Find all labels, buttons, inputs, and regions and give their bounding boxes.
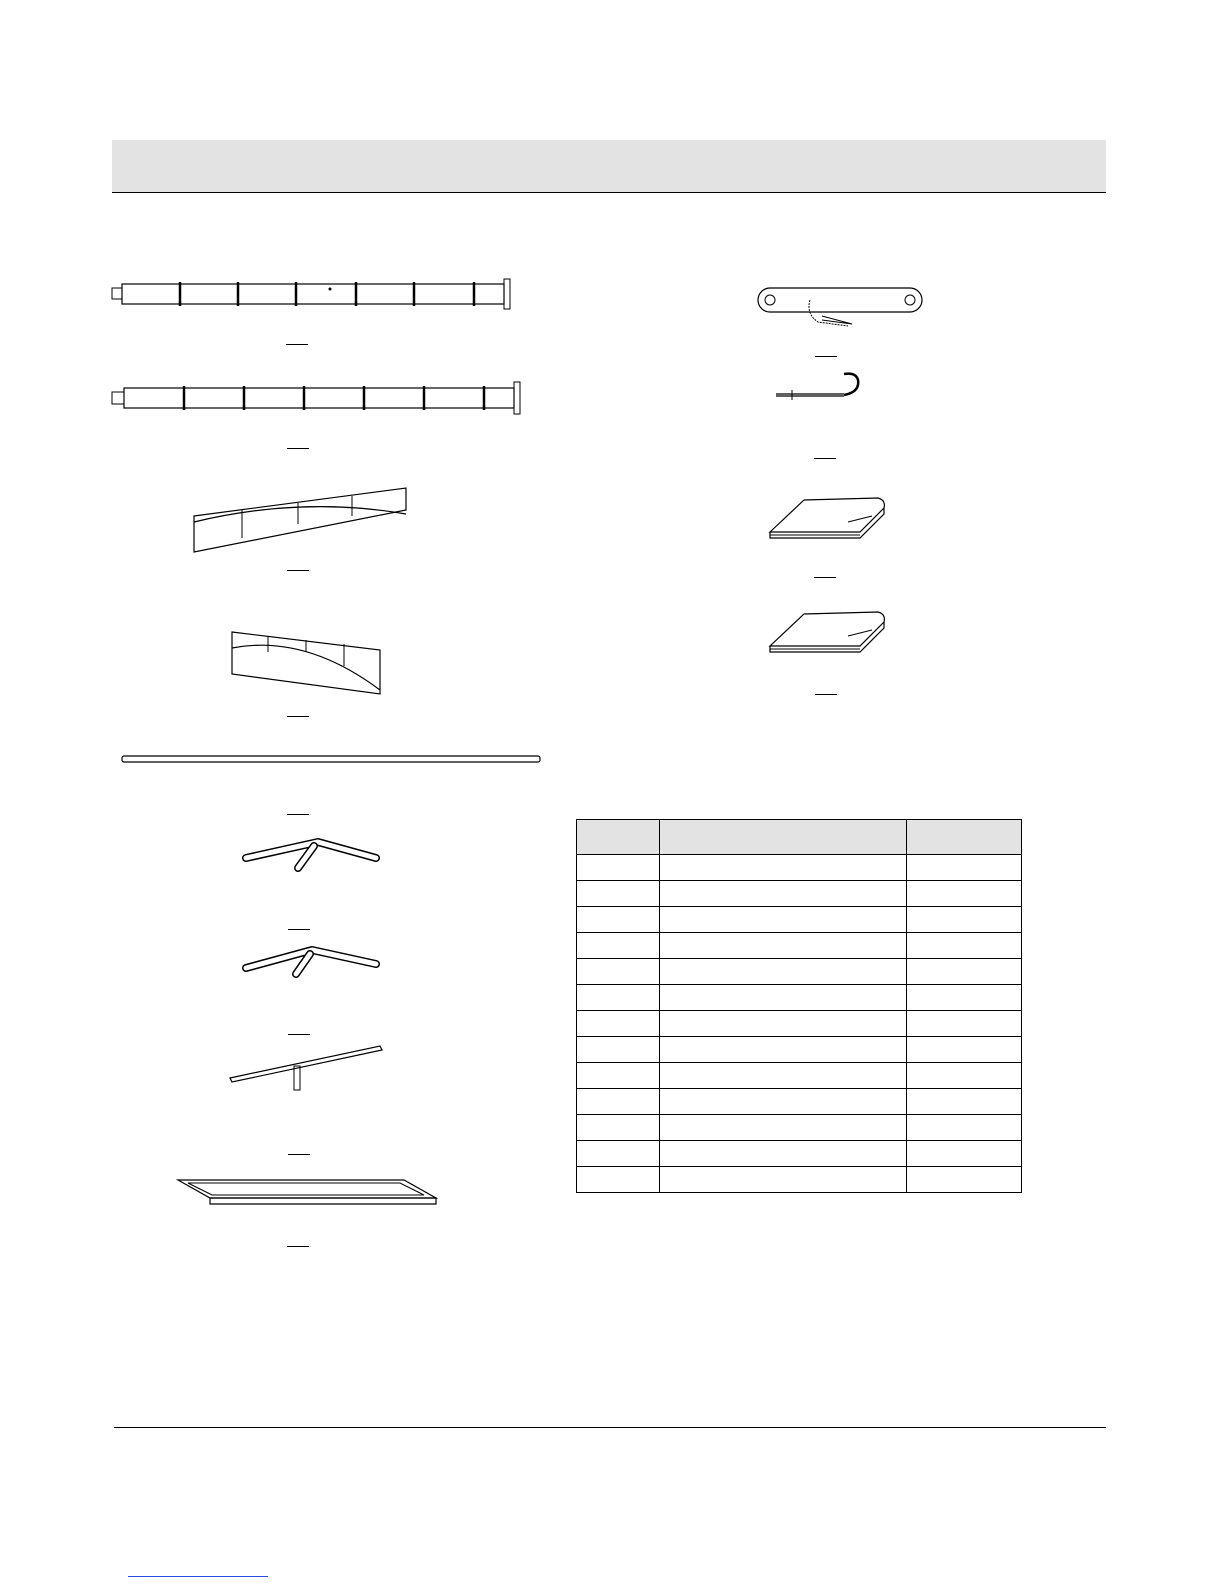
table-cell [907, 1115, 1022, 1141]
table-cell [907, 933, 1022, 959]
table-cell [577, 1167, 660, 1193]
part-plate-drawing [756, 286, 926, 334]
table-row [577, 1063, 1022, 1089]
part-label [288, 1020, 310, 1035]
table-row [577, 985, 1022, 1011]
table-cell [659, 1011, 906, 1037]
part-canopy-b-drawing [768, 610, 892, 656]
table-cell [659, 1089, 906, 1115]
table-cell [577, 1141, 660, 1167]
part-pole-long-drawing [110, 276, 520, 314]
part-label [814, 563, 836, 578]
part-label [286, 330, 308, 345]
table-cell [659, 907, 906, 933]
table-cell [577, 1011, 660, 1037]
table-cell [577, 881, 660, 907]
table-row [577, 907, 1022, 933]
part-label [288, 1140, 310, 1155]
table-cell [907, 1141, 1022, 1167]
table-cell [659, 959, 906, 985]
column-header-part [577, 820, 660, 855]
footer-link[interactable] [128, 1576, 268, 1577]
table-row [577, 959, 1022, 985]
table-cell [577, 1115, 660, 1141]
table-cell [907, 855, 1022, 881]
part-label [288, 915, 310, 930]
table-cell [577, 985, 660, 1011]
part-rod-drawing [120, 754, 544, 764]
table-cell [907, 881, 1022, 907]
table-cell [577, 1089, 660, 1115]
table-cell [659, 1063, 906, 1089]
table-row [577, 855, 1022, 881]
table-cell [907, 985, 1022, 1011]
table-row [577, 1141, 1022, 1167]
table-cell [659, 1115, 906, 1141]
table-cell [907, 1011, 1022, 1037]
footer-divider [114, 1427, 1106, 1428]
table-cell [907, 959, 1022, 985]
part-tbar-drawing [228, 1044, 386, 1096]
table-cell [907, 1037, 1022, 1063]
table-cell [577, 959, 660, 985]
table-row [577, 1089, 1022, 1115]
table-cell [577, 855, 660, 881]
table-cell [907, 1063, 1022, 1089]
part-label [287, 434, 309, 449]
table-cell [577, 933, 660, 959]
table-row [577, 881, 1022, 907]
table-cell [577, 1037, 660, 1063]
table-cell [659, 881, 906, 907]
part-label [815, 680, 837, 695]
table-cell [659, 933, 906, 959]
table-cell [577, 1063, 660, 1089]
part-label [287, 1232, 309, 1247]
table-cell [907, 1167, 1022, 1193]
part-hook-drawing [774, 370, 866, 406]
table-cell [907, 907, 1022, 933]
header-band [112, 140, 1106, 193]
table-cell [659, 855, 906, 881]
table-cell [577, 907, 660, 933]
table-row [577, 1011, 1022, 1037]
table-cell [659, 1141, 906, 1167]
table-row [577, 933, 1022, 959]
parts-table [576, 819, 1022, 1193]
part-connector-a-drawing [242, 836, 382, 876]
part-canopy-a-drawing [768, 496, 892, 542]
part-label [815, 342, 837, 357]
column-header-description [659, 820, 906, 855]
part-label [287, 800, 309, 815]
table-cell [659, 985, 906, 1011]
part-label [287, 556, 309, 571]
part-label [814, 444, 836, 459]
table-cell [659, 1167, 906, 1193]
part-label [287, 702, 309, 717]
column-header-quantity [907, 820, 1022, 855]
table-cell [907, 1089, 1022, 1115]
table-cell [659, 1037, 906, 1063]
part-connector-b-drawing [242, 944, 382, 984]
part-pole-long-b-drawing [110, 380, 530, 418]
table-row [577, 1037, 1022, 1063]
table-row [577, 1115, 1022, 1141]
table-row [577, 1167, 1022, 1193]
table-header-row [577, 820, 1022, 855]
part-truss-wide-drawing [192, 486, 412, 556]
part-truss-narrow-drawing [230, 630, 386, 698]
part-frame-drawing [176, 1178, 440, 1214]
